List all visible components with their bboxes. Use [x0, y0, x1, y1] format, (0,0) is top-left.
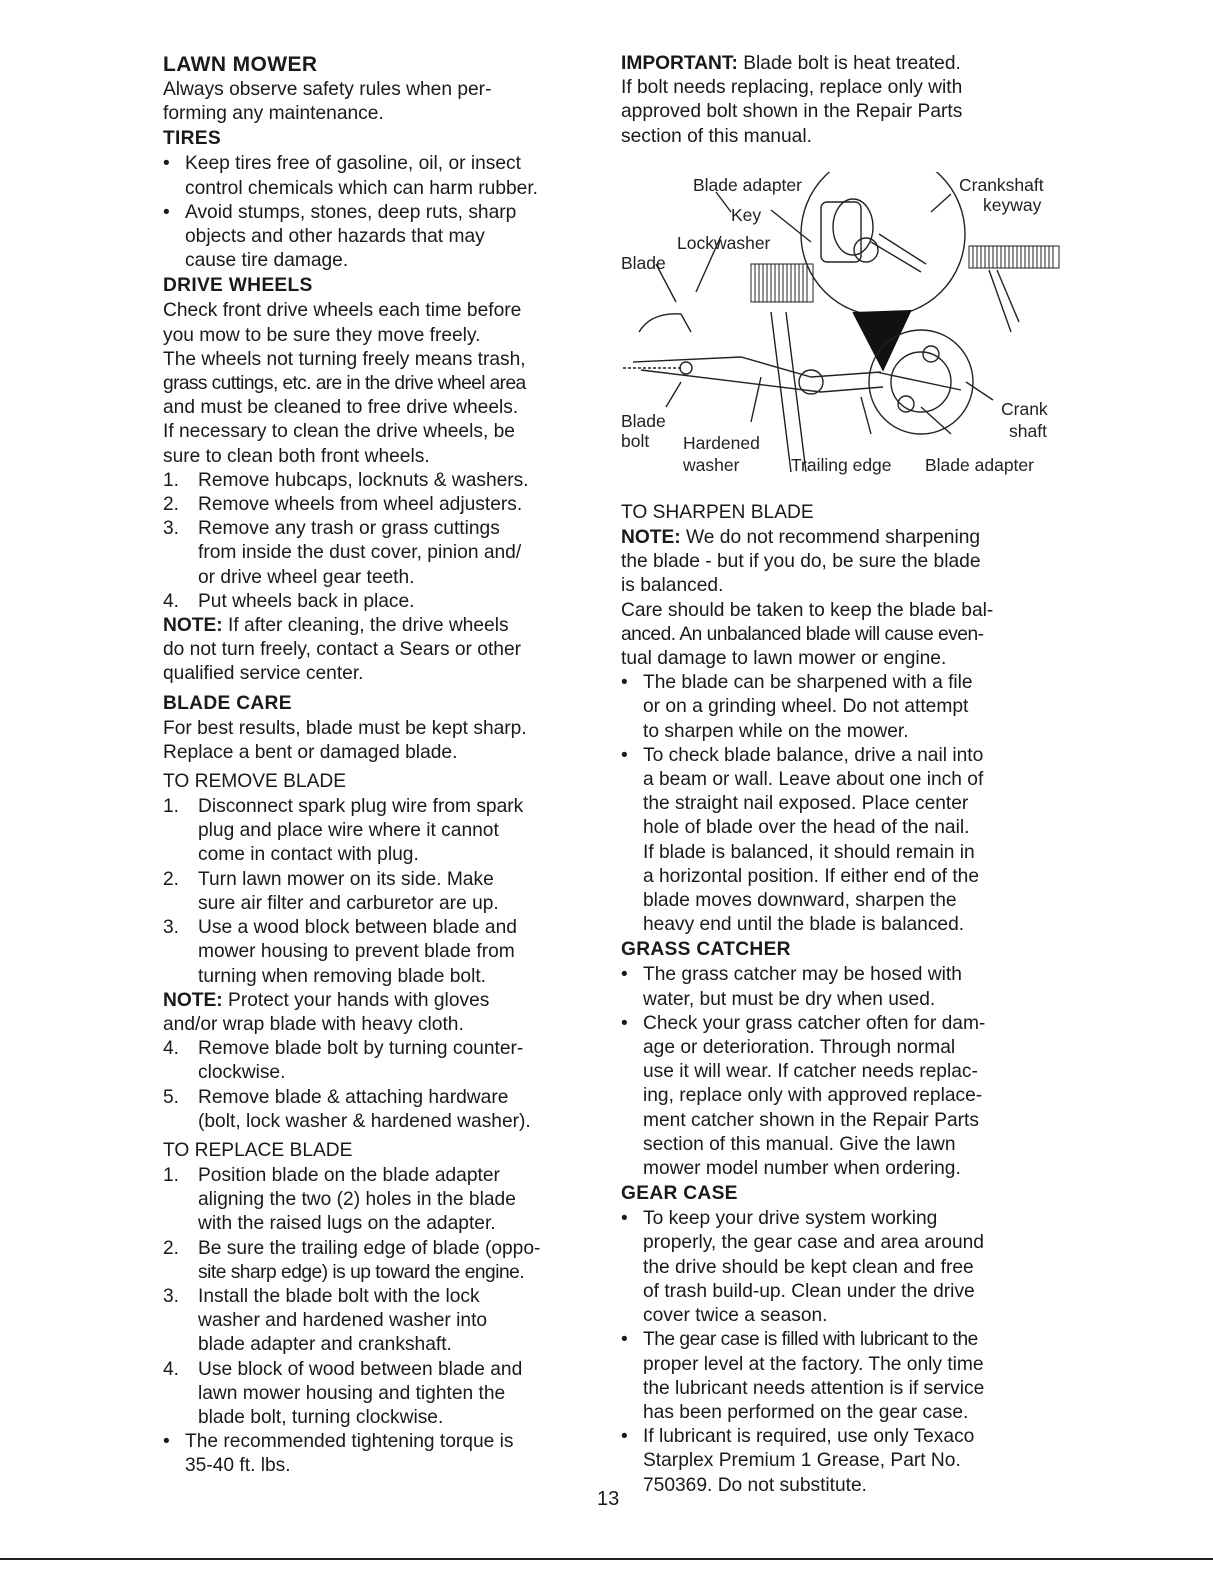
list-item: [163, 152, 603, 200]
text-line: cause tire damage.: [185, 250, 349, 272]
step-number: 2.: [163, 1237, 180, 1259]
list-item: [621, 671, 1061, 744]
text-line: ment catcher shown in the Repair Parts: [643, 1109, 979, 1131]
text-line: Always observe safety rules when per-: [163, 79, 492, 100]
step-number: 3.: [163, 1285, 180, 1307]
label-trailing-edge: Trailing edge: [791, 455, 892, 475]
label-blade-bolt-1: Blade: [621, 411, 666, 431]
text-line: has been performed on the gear case.: [643, 1401, 969, 1423]
text-line: lawn mower housing and tighten the: [198, 1382, 506, 1404]
text-line: hole of blade over the head of the nail.: [643, 817, 970, 839]
text-line: Check front drive wheels each time before: [163, 300, 522, 322]
text-line: is balanced.: [621, 575, 724, 597]
text-line: from inside the dust cover, pinion and/: [198, 542, 522, 564]
text-line: do not turn freely, contact a Sears or other: [163, 639, 522, 661]
text-line: Remove hubcaps, locknuts & washers.: [198, 469, 529, 491]
text-line: If blade is balanced, it should remain in: [643, 841, 975, 863]
list-item: [163, 1164, 603, 1237]
remove-blade-steps-continued: [163, 1037, 603, 1134]
list-item: [163, 916, 603, 989]
heading-drive-wheels: DRIVE WHEELS: [163, 275, 313, 297]
text-line: The blade can be sharpened with a file: [643, 672, 973, 694]
text-line: approved bolt shown in the Repair Parts: [621, 101, 963, 123]
label-crankshaft: Crankshaft: [959, 175, 1044, 195]
text-line: Position blade on the blade adapter: [198, 1164, 500, 1186]
list-item: [163, 1037, 603, 1085]
text-line: the blade - but if you do, be sure the blade: [621, 551, 981, 573]
list-item: [163, 469, 603, 493]
text-line: aligning the two (2) holes in the blade: [198, 1189, 516, 1211]
text-line: anced. An unbalanced blade will cause even-: [621, 623, 984, 645]
text-line: [621, 526, 1061, 550]
text-line: turning when removing blade bolt.: [198, 965, 486, 987]
text-line: of trash build-up. Clean under the drive: [643, 1280, 975, 1302]
section-title-lawn-mower: LAWN MOWER: [163, 53, 318, 76]
text-line: If necessary to clean the drive wheels, be: [163, 421, 515, 443]
text-line: Use a wood block between blade and: [198, 917, 517, 939]
text-line: For best results, blade must be kept sharp.: [163, 717, 527, 739]
bullet-icon: •: [621, 964, 628, 986]
text-line: come in contact with plug.: [198, 844, 419, 866]
text-line: a beam or wall. Leave about one inch of: [643, 769, 984, 791]
list-item: [163, 590, 603, 614]
text-line: mower housing to prevent blade from: [198, 941, 515, 963]
label-shaft: shaft: [1009, 421, 1047, 441]
text-line: water, but must be dry when used.: [643, 988, 936, 1010]
bullet-icon: •: [621, 744, 628, 766]
list-item: [163, 1237, 603, 1285]
text-line: Remove blade bolt by turning counter-: [198, 1038, 524, 1060]
page-number: 13: [597, 1488, 620, 1510]
list-item: [621, 1207, 1061, 1328]
label-blade-adapter-bottom: Blade adapter: [925, 455, 1034, 475]
step-number: 1.: [163, 796, 180, 818]
text-line: Starplex Premium 1 Grease, Part No.: [643, 1450, 961, 1472]
text-line: Remove any trash or grass cuttings: [198, 518, 500, 540]
heading-replace-blade: TO REPLACE BLADE: [163, 1139, 353, 1161]
step-number: 1.: [163, 469, 180, 491]
text-line: cover twice a season.: [643, 1305, 828, 1327]
label-blade-adapter: Blade adapter: [693, 175, 802, 195]
step-number: 4.: [163, 1038, 180, 1060]
list-item: [163, 868, 603, 916]
step-number: 3.: [163, 917, 180, 939]
list-item: [163, 795, 603, 868]
text-line: the lubricant needs attention is if service: [643, 1377, 985, 1399]
text-line: The gear case is filled with lubricant to the: [643, 1329, 978, 1351]
tires-list: [163, 152, 603, 273]
text-line: ing, replace only with approved replace-: [643, 1085, 983, 1107]
text-line: [163, 989, 603, 1013]
heading-tires: TIRES: [163, 128, 222, 150]
text-line: or on a grinding wheel. Do not attempt: [643, 696, 969, 718]
text-line: blade adapter and crankshaft.: [198, 1334, 452, 1356]
text-line: the drive should be kept clean and free: [643, 1256, 974, 1278]
magnified-detail-circle: [801, 172, 965, 316]
text-line: clockwise.: [198, 1062, 286, 1084]
important-label: IMPORTANT:: [621, 53, 738, 74]
step-number: 2.: [163, 494, 180, 516]
text-span: We do not recommend sharpening: [686, 527, 981, 548]
text-line: Use block of wood between blade and: [198, 1358, 523, 1380]
text-line: tual damage to lawn mower or engine.: [621, 648, 947, 670]
text-line: sure air filter and carburetor are up.: [198, 892, 499, 914]
text-line: objects and other hazards that may: [185, 226, 485, 248]
text-line: properly, the gear case and area around: [643, 1232, 984, 1254]
heading-remove-blade: TO REMOVE BLADE: [163, 771, 347, 793]
remove-note: [163, 989, 603, 1037]
text-line: age or deterioration. Through normal: [643, 1037, 956, 1059]
text-line: Care should be taken to keep the blade bal-: [621, 599, 994, 621]
text-line: Avoid stumps, stones, deep ruts, sharp: [185, 201, 517, 223]
text-line: site sharp edge) is up toward the engine.: [198, 1261, 525, 1283]
text-line: blade bolt, turning clockwise.: [198, 1406, 444, 1428]
text-line: use it will wear. If catcher needs replac-: [643, 1061, 978, 1083]
note-label: NOTE:: [163, 989, 223, 1011]
step-number: 3.: [163, 518, 180, 540]
note-label: NOTE:: [621, 527, 681, 548]
list-item: [621, 744, 1061, 938]
text-line: section of this manual. Give the lawn: [643, 1133, 956, 1155]
label-washer: washer: [683, 455, 740, 475]
remove-blade-steps: [163, 795, 603, 989]
bullet-icon: •: [163, 153, 170, 175]
text-line: a horizontal position. If either end of the: [643, 865, 979, 887]
text-line: The grass catcher may be hosed with: [643, 964, 962, 986]
drive-wheels-text: [163, 299, 603, 468]
text-line: Turn lawn mower on its side. Make: [198, 868, 494, 890]
sharpen-list: [621, 671, 1061, 937]
text-line: Put wheels back in place.: [198, 590, 415, 612]
text-line: 35-40 ft. lbs.: [185, 1455, 291, 1477]
right-column-top: [621, 52, 1061, 149]
text-line: washer and hardened washer into: [198, 1310, 488, 1332]
bullet-icon: •: [621, 1012, 628, 1034]
label-crank: Crank: [1001, 399, 1048, 419]
gear-case-list: [621, 1207, 1061, 1497]
text-line: or drive wheel gear teeth.: [198, 566, 415, 588]
step-number: 2.: [163, 868, 180, 890]
label-blade: Blade: [621, 253, 666, 273]
bullet-icon: •: [621, 1426, 628, 1448]
text-line: To check blade balance, drive a nail into: [643, 744, 984, 766]
text-line: forming any maintenance.: [163, 103, 384, 125]
text-span: If after cleaning, the drive wheels: [228, 615, 509, 637]
list-item: [621, 1328, 1061, 1425]
list-item: [621, 1012, 1061, 1181]
text-line: The recommended tightening torque is: [185, 1431, 514, 1453]
text-line: mower model number when ordering.: [643, 1158, 961, 1180]
step-number: 4.: [163, 1358, 180, 1380]
text-line: [163, 614, 603, 638]
bullet-icon: •: [163, 1431, 170, 1453]
text-line: proper level at the factory. The only time: [643, 1353, 984, 1375]
list-item: [163, 1285, 603, 1358]
text-span: Blade bolt is heat treated.: [743, 53, 961, 74]
text-line: section of this manual.: [621, 125, 812, 147]
label-lockwasher: Lockwasher: [677, 233, 771, 253]
text-line: and/or wrap blade with heavy cloth.: [163, 1013, 464, 1035]
text-line: Remove wheels from wheel adjusters.: [198, 494, 523, 516]
step-number: 5.: [163, 1086, 180, 1108]
text-line: Keep tires free of gasoline, oil, or insect: [185, 153, 521, 175]
text-line: plug and place wire where it cannot: [198, 820, 499, 842]
bottom-divider: [0, 1558, 1213, 1560]
text-line: To keep your drive system working: [643, 1208, 938, 1230]
text-line: (bolt, lock washer & hardened washer).: [198, 1110, 531, 1132]
bullet-icon: •: [163, 201, 170, 223]
text-line: If lubricant is required, use only Texaco: [643, 1426, 975, 1448]
text-line: Remove blade & attaching hardware: [198, 1086, 509, 1108]
list-item: [163, 517, 603, 590]
text-line: [621, 52, 1061, 76]
text-line: blade moves downward, sharpen the: [643, 890, 957, 912]
text-line: the straight nail exposed. Place center: [643, 793, 969, 815]
note-label: NOTE:: [163, 615, 223, 637]
heading-grass-catcher: GRASS CATCHER: [621, 939, 791, 961]
heading-sharpen-blade: TO SHARPEN BLADE: [621, 502, 814, 523]
list-item: [163, 1086, 603, 1134]
text-line: with the raised lugs on the adapter.: [198, 1213, 496, 1235]
left-column: [163, 52, 603, 1479]
list-item: [163, 1430, 603, 1478]
drive-wheels-steps: [163, 469, 603, 614]
label-key: Key: [731, 205, 762, 225]
text-line: heavy end until the blade is balanced.: [643, 914, 965, 936]
heading-blade-care: BLADE CARE: [163, 692, 292, 714]
list-item: [621, 1425, 1061, 1498]
step-number: 1.: [163, 1164, 180, 1186]
list-item: [163, 1358, 603, 1431]
text-line: 750369. Do not substitute.: [643, 1474, 868, 1496]
text-line: Install the blade bolt with the lock: [198, 1285, 480, 1307]
text-line: Be sure the trailing edge of blade (oppo-: [198, 1237, 541, 1259]
blade-care-text: [163, 717, 603, 765]
text-line: Disconnect spark plug wire from spark: [198, 796, 524, 818]
bullet-icon: •: [621, 672, 628, 694]
step-number: 4.: [163, 590, 180, 612]
text-line: grass cuttings, etc. are in the drive wheel area: [163, 373, 526, 395]
text-line: Check your grass catcher often for dam-: [643, 1012, 986, 1034]
blade-assembly-diagram: [621, 172, 1061, 482]
heading-gear-case: GEAR CASE: [621, 1183, 738, 1205]
right-column-bottom: [621, 500, 1061, 1498]
text-line: control chemicals which can harm rubber.: [185, 177, 538, 199]
text-line: to sharpen while on the mower.: [643, 720, 909, 742]
bullet-icon: •: [621, 1208, 628, 1230]
list-item: [163, 493, 603, 517]
text-line: you mow to be sure they move freely.: [163, 324, 481, 346]
replace-blade-steps: [163, 1164, 603, 1479]
label-keyway: keyway: [983, 195, 1042, 215]
intro-text: [163, 78, 603, 126]
text-line: qualified service center.: [163, 663, 364, 685]
label-blade-bolt-2: bolt: [621, 431, 650, 451]
grass-catcher-list: [621, 963, 1061, 1181]
text-line: and must be cleaned to free drive wheels.: [163, 397, 519, 419]
text-line: sure to clean both front wheels.: [163, 445, 430, 467]
bullet-icon: •: [621, 1329, 628, 1351]
text-span: Protect your hands with gloves: [228, 989, 490, 1011]
drive-note: [163, 614, 603, 687]
text-line: Replace a bent or damaged blade.: [163, 741, 458, 763]
list-item: [621, 963, 1061, 1011]
text-line: The wheels not turning freely means trash,: [163, 348, 526, 370]
label-hardened: Hardened: [683, 433, 760, 453]
text-line: If bolt needs replacing, replace only with: [621, 77, 963, 99]
list-item: [163, 201, 603, 274]
